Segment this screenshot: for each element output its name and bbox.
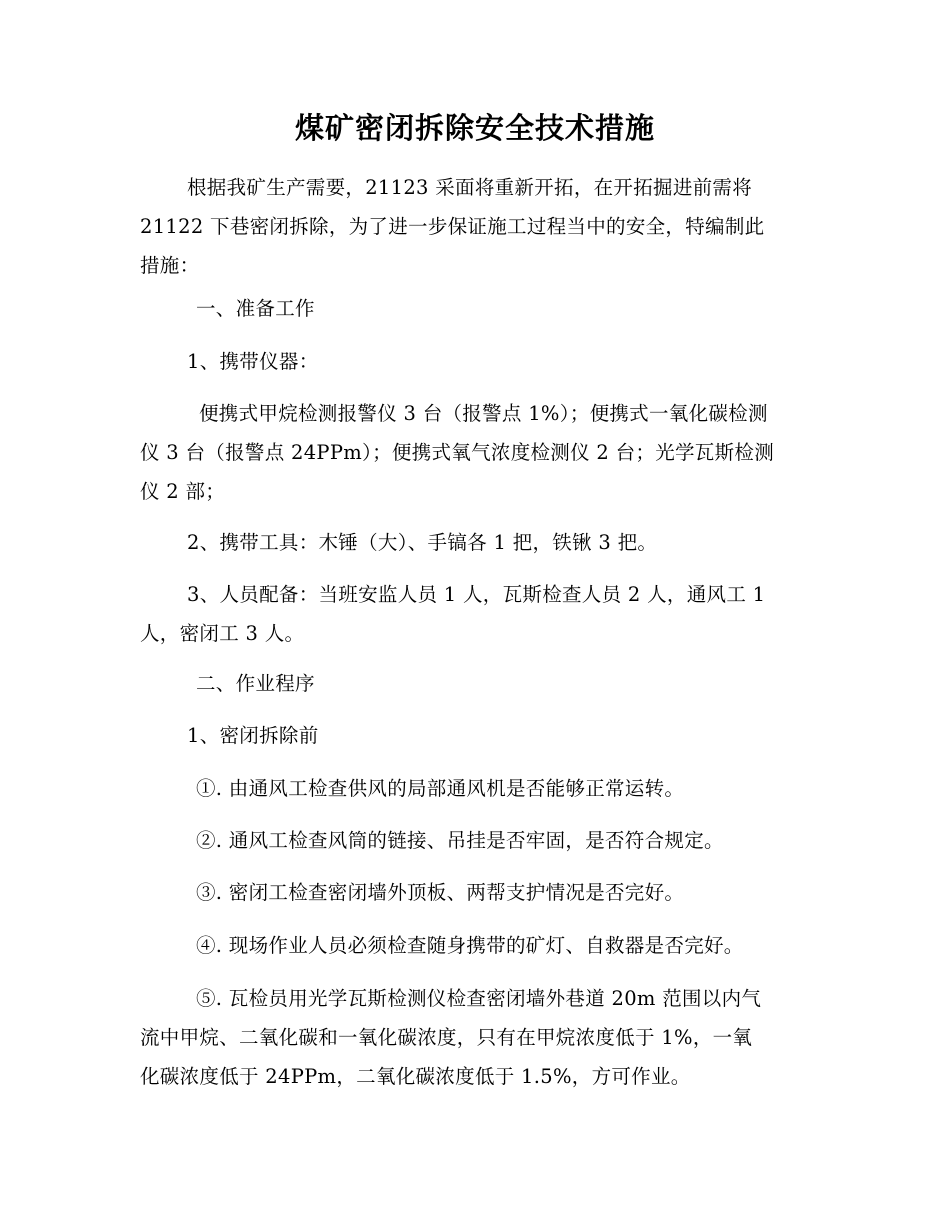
step-4: ④. 现场作业人员必须检查随身携带的矿灯、自救器是否完好。 (196, 934, 744, 957)
step-1: ①. 由通风工检查供风的局部通风机是否能够正常运转。 (196, 777, 685, 800)
intro-line-2: 21122 下巷密闭拆除，为了进一步保证施工过程当中的安全，特编制此 (140, 215, 765, 238)
item-instruments-heading: 1、携带仪器： (187, 350, 319, 373)
step-3: ③. 密闭工检查密闭墙外顶板、两帮支护情况是否完好。 (196, 881, 685, 904)
section-heading-procedure: 二、作业程序 (196, 672, 315, 695)
intro-line-1: 根据我矿生产需要，21123 采面将重新开拓，在开拓掘进前需将 (187, 176, 753, 199)
step-2: ②. 通风工检查风筒的链接、吊挂是否牢固，是否符合规定。 (196, 829, 724, 852)
section-heading-preparation: 一、准备工作 (196, 297, 315, 320)
sub-heading-before-removal: 1、密闭拆除前 (187, 724, 319, 747)
intro-line-3: 措施： (140, 254, 200, 277)
item-tools: 2、携带工具：木锤（大）、手镐各 1 把，铁锹 3 把。 (187, 531, 658, 554)
document-title: 煤矿密闭拆除安全技术措施 (294, 111, 655, 145)
intro-paragraph (140, 168, 810, 285)
item-personnel: 3、人员配备：当班安监人员 1 人，瓦斯检查人员 2 人，通风工 1 人，密闭工 3 人。 (140, 583, 766, 645)
step-5: ⑤. 瓦检员用光学瓦斯检测仪检查密闭墙外巷道 20m 范围以内气 流中甲烷、二氧化碳和一氧化碳浓度，只有在甲烷浓度低于 1%，一氧 化碳浓度低于 24PPm，二氧化碳浓度低于 1.5%，方可作业。 (140, 987, 762, 1088)
item-instruments-body: 便携式甲烷检测报警仪 3 台（报警点 1%）；便携式一氧化碳检测 仪 3 台（报警点 24PPm）；便携式氧气浓度检测仪 2 台；光学瓦斯检测 仪 2 部； (140, 402, 775, 503)
